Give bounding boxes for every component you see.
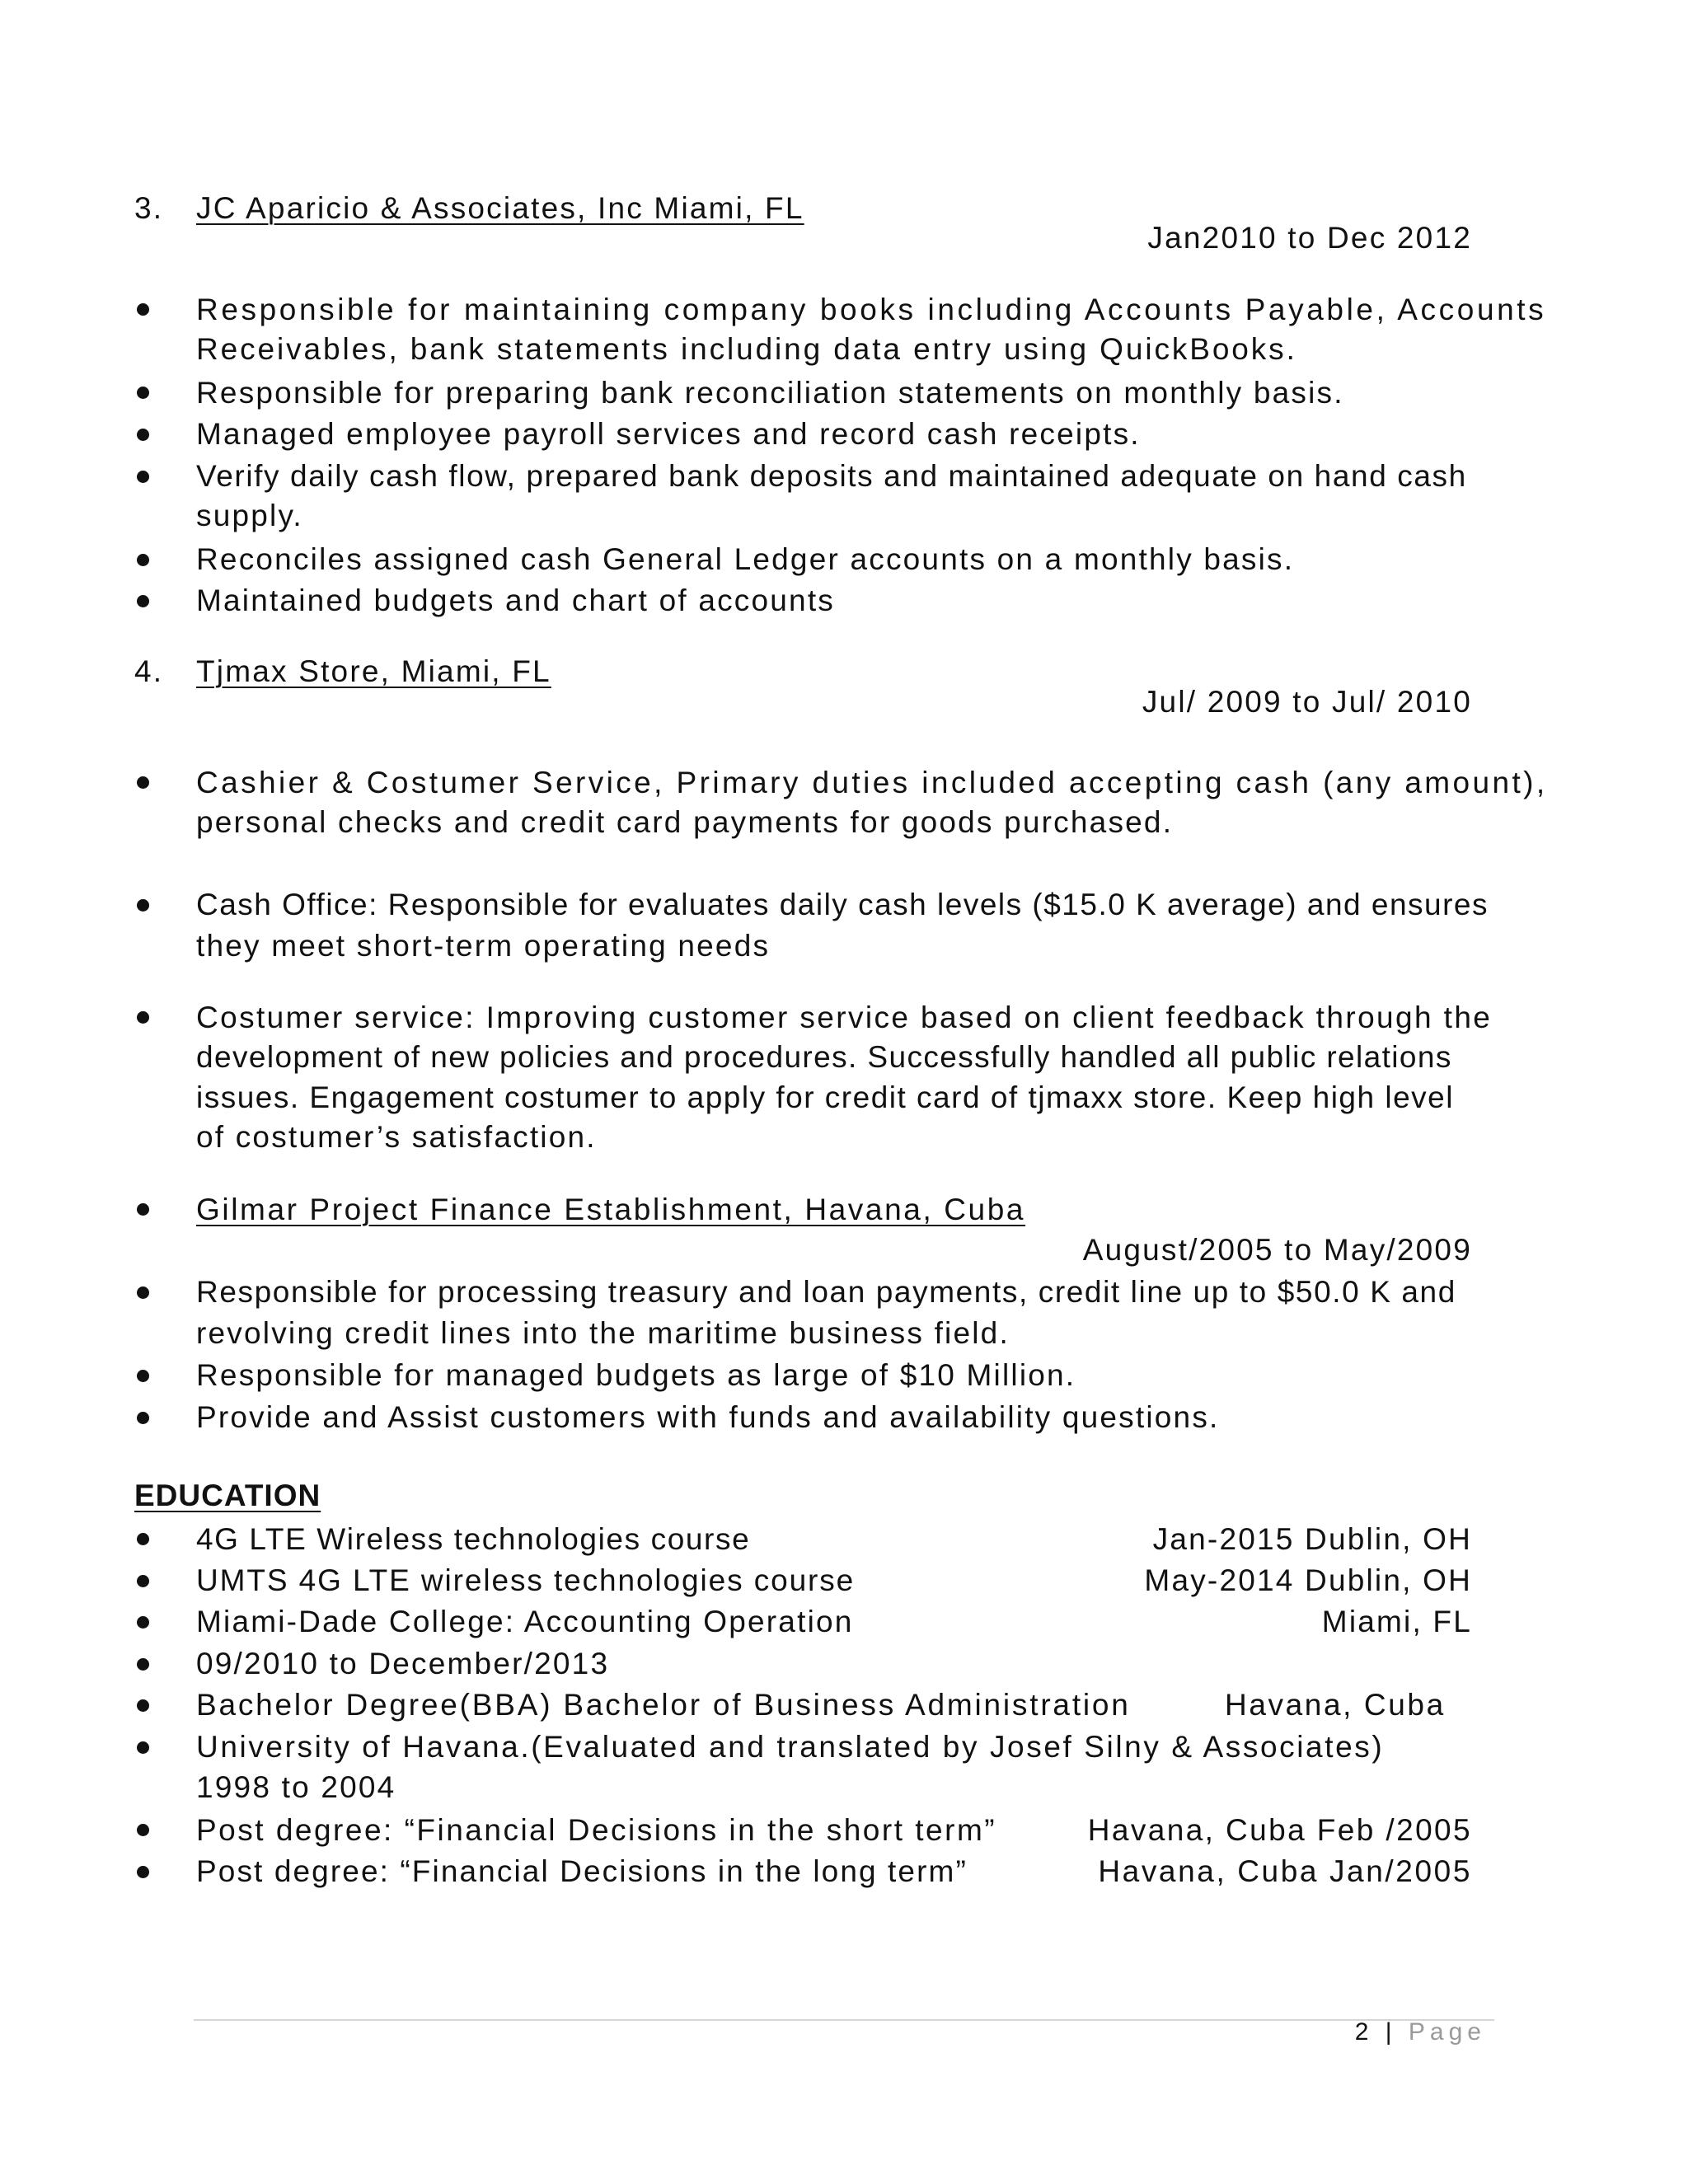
job4-bullet-2-line-1: Cash Office: Responsible for evaluates daily cash levels ($15.0 K average) and ensures <box>196 888 1489 921</box>
bullet-icon <box>137 899 149 912</box>
education-item-7: Post degree: “Financial Decisions in the short term” <box>196 1813 997 1847</box>
education-item-6-line-2: 1998 to 2004 <box>196 1770 396 1804</box>
job4-dates: Jul/ 2009 to Jul/ 2010 <box>1142 685 1472 719</box>
bullet-icon <box>137 1741 149 1754</box>
bullet-icon <box>137 1658 149 1671</box>
job5-bullet-1-line-1: Responsible for processing treasury and loan payments, credit line up to $50.0 K and <box>196 1275 1456 1309</box>
bullet-icon <box>137 1866 149 1878</box>
education-item-1-right: Jan-2015 Dublin, OH <box>1152 1522 1472 1556</box>
job3-bullet-5: Reconciles assigned cash General Ledger accounts on a monthly basis. <box>196 542 1295 576</box>
bullet-icon <box>137 303 149 316</box>
bullet-icon <box>137 1412 149 1424</box>
job5-title: Gilmar Project Finance Establishment, Havana, Cuba <box>196 1193 1026 1226</box>
job3-bullet-3: Managed employee payroll services and record cash receipts. <box>196 417 1141 451</box>
job4-bullet-3-line-1: Costumer service: Improving customer service based on client feedback through the <box>196 1001 1493 1034</box>
education-item-7-right: Havana, Cuba Feb /2005 <box>1087 1813 1472 1847</box>
education-heading: EDUCATION <box>134 1479 321 1512</box>
job3-bullet-1-line-2: Receivables, bank statements including data entry using QuickBooks. <box>196 332 1297 366</box>
bullet-icon <box>137 387 149 399</box>
education-item-5-right: Havana, Cuba <box>1225 1688 1446 1722</box>
education-item-3-right: Miami, FL <box>1321 1605 1472 1638</box>
job4-title: Tjmax Store, Miami, FL <box>196 654 551 688</box>
bullet-icon <box>137 1203 149 1216</box>
job3-bullet-2: Responsible for preparing bank reconciliation statements on monthly basis. <box>196 376 1344 410</box>
education-item-8: Post degree: “Financial Decisions in the long term” <box>196 1854 968 1888</box>
page-separator: | <box>1385 2018 1397 2046</box>
job3-title: JC Aparicio & Associates, Inc Miami, FL <box>196 191 804 225</box>
bullet-icon <box>137 429 149 441</box>
education-item-1: 4G LTE Wireless technologies course <box>196 1522 751 1556</box>
job3-dates: Jan2010 to Dec 2012 <box>1147 221 1472 255</box>
job4-bullet-3-line-2: development of new policies and procedures. Successfully handled all public relations <box>196 1040 1452 1074</box>
education-item-5: Bachelor Degree(BBA) Bachelor of Business Administration <box>196 1688 1131 1722</box>
job5-bullet-3: Provide and Assist customers with funds and availability questions. <box>196 1400 1220 1434</box>
job3-bullet-6: Maintained budgets and chart of accounts <box>196 583 836 617</box>
education-item-4: 09/2010 to December/2013 <box>196 1647 610 1680</box>
bullet-icon <box>137 1824 149 1836</box>
bullet-icon <box>137 776 149 789</box>
page-label: Page <box>1408 2018 1486 2046</box>
education-item-3: Miami-Dade College: Accounting Operation <box>196 1605 854 1638</box>
education-item-6-line-1: University of Havana.(Evaluated and translated by Josef Silny & Associates) <box>196 1730 1385 1764</box>
job5-bullet-2: Responsible for managed budgets as large of $10 Million. <box>196 1358 1076 1392</box>
bullet-icon <box>137 1616 149 1629</box>
bullet-icon <box>137 595 149 607</box>
education-item-2: UMTS 4G LTE wireless technologies course <box>196 1563 856 1597</box>
education-item-2-right: May-2014 Dublin, OH <box>1144 1563 1472 1597</box>
job4-bullet-1-line-2: personal checks and credit card payments for goods purchased. <box>196 805 1174 839</box>
job5-dates: August/2005 to May/2009 <box>1082 1233 1472 1267</box>
education-item-8-right: Havana, Cuba Jan/2005 <box>1098 1854 1472 1888</box>
job3-bullet-1-line-1: Responsible for maintaining company books including Accounts Payable, Accounts <box>196 293 1547 326</box>
job4-bullet-1-line-1: Cashier & Costumer Service, Primary duties included accepting cash (any amount), <box>196 766 1548 799</box>
bullet-icon <box>137 1011 149 1024</box>
bullet-icon <box>137 1286 149 1299</box>
page-number: 2 <box>1354 2018 1374 2046</box>
job3-number: 3. <box>134 191 164 225</box>
bullet-icon <box>137 1370 149 1382</box>
job3-bullet-4-line-2: supply. <box>196 499 303 532</box>
bullet-icon <box>137 554 149 566</box>
page-number-footer <box>1355 2014 1486 2050</box>
job4-bullet-3-line-4: of costumer’s satisfaction. <box>196 1120 597 1154</box>
bullet-icon <box>137 1533 149 1545</box>
bullet-icon <box>137 1699 149 1712</box>
job4-bullet-3-line-3: issues. Engagement costumer to apply for credit card of tjmaxx store. Keep high level <box>196 1080 1454 1114</box>
job4-number: 4. <box>134 654 164 688</box>
bullet-icon <box>137 471 149 483</box>
job4-bullet-2-line-2: they meet short-term operating needs <box>196 929 771 963</box>
bullet-icon <box>137 1575 149 1587</box>
footer-divider <box>194 2019 1494 2021</box>
job3-bullet-4-line-1: Verify daily cash flow, prepared bank deposits and maintained adequate on hand cash <box>196 459 1467 493</box>
job5-bullet-1-line-2: revolving credit lines into the maritime business field. <box>196 1316 1010 1350</box>
